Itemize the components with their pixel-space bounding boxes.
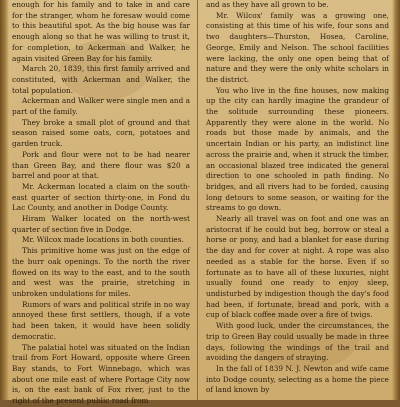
clipping-left-edge [0, 0, 9, 400]
right-column [206, 0, 389, 400]
paragraph: Ackerman and Walker were single men and a part of the family. [12, 96, 190, 117]
paragraph: With good luck, under the circumstances, the trip to Green Bay could usually be made in three days, following the windings of the trail and avoiding the dangers of straying. [206, 321, 389, 363]
paragraph: Hiram Walker located on the north-west quarter of section five in Dodge. [12, 214, 190, 234]
paragraph: and as they have all grown to be. [206, 0, 329, 9]
paragraph: enough for his family and to take in and care for the stranger, whom he foresaw would come to this beautiful spot. As the big house was far enough along so that he was willing to trust it, for completion, to Ackerman and Walker, he again visited Green Bay for his family. [12, 0, 190, 63]
paragraph: Mr. Wilcox' family was a growing one, consisting at this time of his wife, four sons and two daughters—Thurston, Hosea, Caroline, George, Emily and Nelson. The school facilities were lacking, the only one open being that of nature and they were the only white scholars in the district. [206, 10, 389, 84]
left-column [12, 0, 190, 406]
paragraph: Pork and flour were not to be had nearer than Green Bay, and there flour was $20 a barrel and poor at that. [12, 149, 190, 181]
paragraph: March 20, 1839, this first family arrived and constituted, with Ackerman and Walker, the total population. [12, 64, 190, 95]
paragraph: Rumors of wars and political strife in no way annoyed these first settlers, though, if a vote had been taken, it would have been solidly democratic. [12, 299, 190, 341]
paragraph: The palatial hotel was situated on the Indian trail from Fort Howard, opposite where Green Bay stands, to Fort Winnebago, which was about one mile east of where Portage City now is, on the east bank of Fox river, just to the right of the present public road from [12, 342, 190, 406]
paragraph: They broke a small plot of ground and that season raised some oats, corn, potatoes and garden truck. [12, 117, 190, 149]
paragraph: Nearly all travel was on foot and one was an aristocrat if he could but beg, borrow or steal a horse or pony, and had a blanket for ease during the day and for cover at night. A rope was also needed as a stable for the horse. Even if so fortunate as to have all of these luxuries, night usually found one ready to enjoy sleep, undisturbed by indigestion though the day's food had been, if fortunate, bread and pork, with a cup of black coffee made over a fire of twigs. [206, 214, 389, 320]
clipping-right-edge [392, 0, 400, 400]
paragraph: Mr. Wilcox made locations in both counties. [22, 235, 184, 245]
column-divider [197, 0, 198, 400]
paragraph: Mr. Ackerman located a claim on the south-east quarter of section thirty-one, in Fond du Lac County, and another in Dodge County. [12, 181, 190, 213]
paragraph: You who live in the fine houses, now making up the city can hardly imagine the grandeur of the solitude surrounding these pioneers. Apparently they were alone in the world. No roads but those made by animals, and the uncertain Indian or his party, an indistinct line across the prairie and, when it struck the timber, an occasional blazed tree indicated the general direction to one schooled in path finding. No bridges, and all rivers had to be forded, causing long detours to some season, or waiting for the streams to go down. [206, 85, 389, 213]
paragraph: This primitive home was just on the edge of the burr oak openings. To the north the river flowed on its way to the east, and to the south and west was the prairie, stretching in unbroken undulations for miles. [12, 246, 190, 298]
paragraph: In the fall of 1839 N. J. Newton and wife came into Dodge county, selecting as a home the piece of land known by [206, 363, 389, 395]
